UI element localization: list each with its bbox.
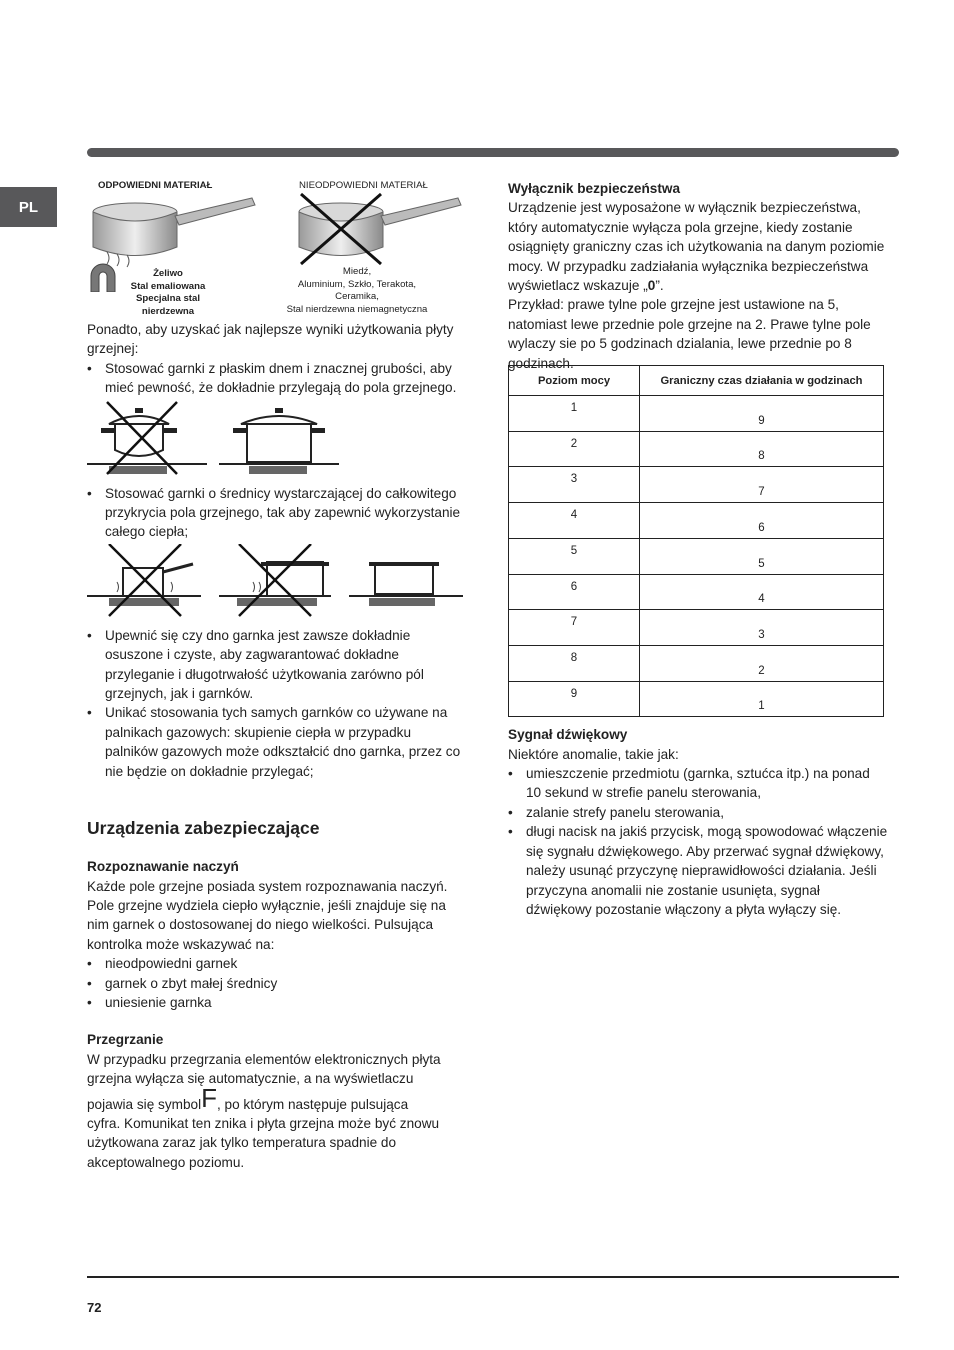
recognition-text: Każde pole grzejne posiada system rozpoznawania naczyń. Pole grzejne wydziela ciepło wyłącznie, jeśli znajduje się na nim garnek o dostosowanej do niego wielkości. Pulsująca kontrolka może wskazywać na: <box>87 878 448 952</box>
power-level-table <box>508 365 884 717</box>
left-column <box>87 178 467 1172</box>
unsuitable-pan-illustration <box>293 192 463 272</box>
table-row <box>509 467 884 503</box>
table-cell: 6 <box>640 503 884 539</box>
table-cell: 4 <box>640 574 884 610</box>
tip-diameter: • Stosować garnki o średnicy wystarczającej do całkowitego przykrycia pola grzejnego, tak aby zapewnić wykorzystanie całego ciepła; <box>87 484 467 542</box>
beep-item: • umieszczenie przedmiotu (garnka, sztućca itp.) na ponad 10 sekund w strefie panelu sterowania, <box>508 764 888 803</box>
overheat-text: W przypadku przegrzania elementów elektronicznych płyta grzejna wyłącza się automatycznie, a na wyświetlaczu <box>87 1051 441 1087</box>
table-cell: 3 <box>640 610 884 646</box>
overheat-f-symbol: F <box>201 1082 217 1113</box>
tip-flat-bottom: • Stosować garnki z płaskim dnem i znacznej grubości, aby mieć pewność, że dokładnie przylegają do pola grzejnego. <box>87 359 467 398</box>
table-cell: 7 <box>509 610 640 646</box>
suitable-item: Specjalna stal <box>136 293 200 304</box>
safety-switch-title: Wyłącznik bezpieczeństwa <box>508 181 680 196</box>
recognition-item: • uniesienie garnka <box>87 993 467 1012</box>
safety-devices-title: Urządzenia zabezpieczające <box>87 818 320 839</box>
overheat-title: Przegrzanie <box>87 1032 164 1048</box>
suitable-item: Żeliwo <box>153 268 183 279</box>
example-text: Przykład: prawe tylne pole grzejne jest ustawione na 5, natomiast lewe przednie pole grzejne na 2. Prawe tylne pole wylaczy sie po 5 godzinach dzialania, lewe przednie po 8 godzinach. <box>508 297 871 371</box>
table-row <box>509 610 884 646</box>
header-bar <box>87 148 899 157</box>
suitable-material-list <box>113 268 223 318</box>
unsuitable-item: Aluminium, Szkło, Terakota, <box>297 278 417 290</box>
suitable-item: Stal emaliowana <box>130 280 206 292</box>
suitable-material-title: ODPOWIEDNI MATERIAŁ <box>98 180 213 191</box>
right-column <box>508 178 888 919</box>
table-cell: 3 <box>509 467 640 503</box>
overheat-text-part: , po którym następuje pulsująca <box>216 1096 409 1112</box>
beep-item: • zalanie strefy panelu sterowania, <box>508 803 888 822</box>
unsuitable-material-title: NIEODPOWIEDNI MATERIAŁ <box>299 180 428 191</box>
safety-text-part: ”. <box>655 278 664 294</box>
unsuitable-item: Ceramika, <box>335 291 379 302</box>
table-header-cell: Graniczny czas działania w godzinach <box>640 366 884 396</box>
table-cell: 8 <box>640 431 884 467</box>
overheat-symbol-line <box>87 1082 467 1114</box>
beep-intro: Niektóre anomalie, takie jak: <box>508 746 679 762</box>
pan-diameter-illustration <box>87 544 467 620</box>
table-row <box>509 681 884 717</box>
unsuitable-item: Stal nierdzewna niemagnetyczna <box>286 303 428 315</box>
table-cell: 2 <box>640 645 884 681</box>
table-row <box>509 396 884 432</box>
beep-item: • długi nacisk na jakiś przycisk, mogą spowodować włączenie się sygnału dźwiękowego. Aby przerwać sygnał dźwiękowy, należy usunąć przyczynę nieprawidłowości działania. Jeśli przyczyna anomalii nie zostanie usunięta, sygnał dźwiękowy pozostanie włączony a płyta wyłączy się. <box>508 822 888 919</box>
footer-rule <box>87 1276 899 1278</box>
table-cell: 4 <box>509 503 640 539</box>
safety-text-part: Urządzenie jest wyposażone w wyłącznik bezpieczeństwa, który automatycznie wyłącza pola grzejne, kiedy zostanie osiągnięty graniczny czas ich użytkowania na danym poziomie mocy. W przypadku zadziałania wyłącznika bezpieczeństwa wyświetlacz wskazuje „ <box>508 200 885 294</box>
table-cell: 6 <box>509 574 640 610</box>
table-cell: 2 <box>509 431 640 467</box>
table-cell: 9 <box>509 681 640 717</box>
table-row <box>509 431 884 467</box>
table-cell: 1 <box>509 396 640 432</box>
page-number: 72 <box>87 1300 102 1315</box>
tip-gas-pans: • Unikać stosowania tych samych garnków co używane na palnikach gazowych: skupienie ciepła w przypadku palników gazowych może odkształcić dno garnka, przez co nie będzie on dokładnie przylegać; <box>87 703 467 781</box>
intro-text: Ponadto, aby uzyskać jak najlepsze wyniki użytkowania płyty grzejnej: <box>87 322 454 357</box>
unsuitable-item: Miedź, <box>342 266 372 277</box>
table-cell: 5 <box>640 538 884 574</box>
beep-title: Sygnał dźwiękowy <box>508 727 628 743</box>
safety-switch-text <box>508 198 888 295</box>
table-row <box>509 574 884 610</box>
language-tab: PL <box>0 187 57 227</box>
display-zero: 0 <box>647 278 656 294</box>
recognition-item: • garnek o zbyt małej średnicy <box>87 974 467 993</box>
suitable-item: nierdzewna <box>141 305 195 317</box>
table-row <box>509 645 884 681</box>
table-cell: 1 <box>640 681 884 717</box>
table-row <box>509 538 884 574</box>
recognition-item: • nieodpowiedni garnek <box>87 954 467 973</box>
table-cell: 9 <box>640 396 884 432</box>
recognition-title: Rozpoznawanie naczyń <box>87 859 239 875</box>
table-cell: 7 <box>640 467 884 503</box>
table-cell: 8 <box>509 645 640 681</box>
table-row <box>509 503 884 539</box>
table-header-cell: Poziom mocy <box>509 366 640 396</box>
materials-illustration <box>87 178 467 320</box>
overheat-text-part: pojawia się symbol <box>87 1096 202 1112</box>
flat-bottom-pan-illustration <box>87 400 467 478</box>
unsuitable-material-list <box>257 266 457 316</box>
tip-dry-bottom: • Upewnić się czy dno garnka jest zawsze dokładnie osuszone i czyste, aby zagwarantować dokładne przyleganie i długotrwałość użytkowania zarówno pól grzejnych, jak i garnków. <box>87 626 467 704</box>
overheat-text-end: cyfra. Komunikat ten znika i płyta grzejna może być znowu użytkowana zaraz jak tylko temperatura spadnie do akceptowalnego poziomu. <box>87 1115 440 1170</box>
table-cell: 5 <box>509 538 640 574</box>
